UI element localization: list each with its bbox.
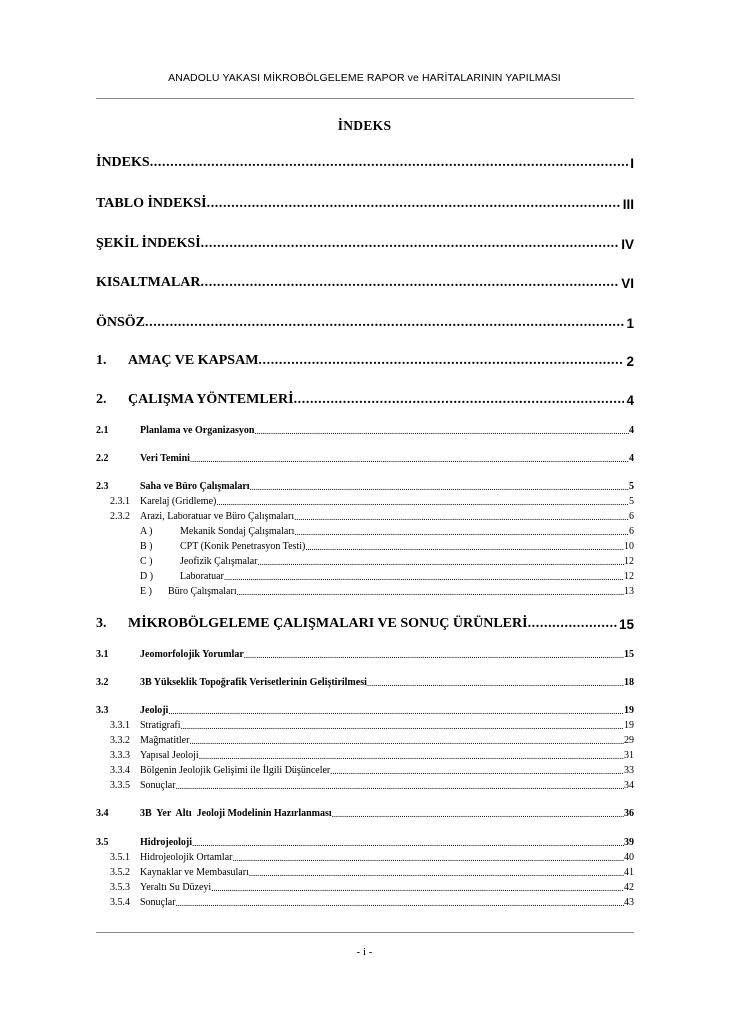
- toc-entry-number: 2.3.2: [110, 511, 130, 522]
- toc-entry-page: 43: [624, 897, 634, 908]
- toc-entry-number: 3.3.2: [110, 735, 130, 746]
- toc-entry[interactable]: [96, 569, 634, 582]
- toc-entry-number: 3.3.5: [110, 780, 130, 791]
- toc-leader: [232, 853, 624, 863]
- toc-entry-text: Yeraltı Su Düzeyi: [140, 882, 212, 893]
- toc-entry-number: 3.3: [96, 705, 109, 716]
- toc-entry-page: 42: [624, 882, 634, 893]
- toc-entry[interactable]: [96, 273, 634, 291]
- toc-entry-page: 33: [624, 765, 634, 776]
- toc-leader: [367, 678, 624, 688]
- toc-entry-number: 2.2: [96, 453, 109, 464]
- toc-entry-text: Sonuçlar: [140, 780, 176, 791]
- toc-entry[interactable]: [96, 524, 634, 537]
- toc-entry-text: AMAÇ VE KAPSAM: [128, 353, 259, 368]
- toc-entry-text: Arazi, Laboratuar ve Büro Çalışmaları: [140, 511, 295, 522]
- toc-entry[interactable]: [96, 895, 634, 908]
- toc-entry[interactable]: [96, 880, 634, 893]
- toc-entry-text: Veri Temini: [140, 453, 190, 464]
- toc-entry-text: ŞEKİL İNDEKSİ: [96, 236, 201, 251]
- toc-entry-page: 40: [624, 852, 634, 863]
- toc-leader: [294, 512, 629, 522]
- toc-leader: [189, 736, 624, 746]
- toc-entry-text: TABLO İNDEKSİ: [96, 196, 207, 211]
- toc-entry-page: 4: [629, 453, 634, 464]
- toc-leader: [332, 809, 624, 819]
- page-number: - i -: [356, 946, 373, 958]
- toc-entry-page: 36: [624, 808, 634, 819]
- toc-entry-page: IV: [621, 237, 634, 252]
- toc-entry-text: MİKROBÖLGELEME ÇALIŞMALARI VE SONUÇ ÜRÜNLERİ: [128, 616, 528, 631]
- toc-entry-number: 2.3.1: [110, 496, 130, 507]
- toc-entry-number: 3.5: [96, 837, 109, 848]
- toc-entry-number: 2.3: [96, 481, 109, 492]
- toc-entry-page: 5: [629, 481, 634, 492]
- toc-leader: [207, 196, 621, 212]
- toc-entry-number: 3.5.2: [110, 867, 130, 878]
- toc-entry-text: İNDEKS: [96, 155, 150, 170]
- toc-entry-text: Jeofizik Çalışmalar: [180, 556, 258, 567]
- toc-entry[interactable]: [96, 835, 634, 848]
- toc-entry[interactable]: [96, 234, 634, 252]
- toc-entry-text: Laboratuar: [180, 571, 224, 582]
- toc-leader: [254, 426, 629, 436]
- toc-entry-text: Sonuçlar: [140, 897, 176, 908]
- toc-entry-text: Stratigrafi: [140, 720, 181, 731]
- toc-entry-text: 3B Yer Altı Jeoloji Modelinin Hazırlanması: [140, 808, 332, 819]
- toc-entry-page: 34: [624, 780, 634, 791]
- toc-entry-text: Mağmatitler: [140, 735, 190, 746]
- toc-entry-page: 15: [618, 617, 634, 632]
- toc-entry-text: Planlama ve Organizasyon: [140, 425, 255, 436]
- toc-entry[interactable]: [96, 865, 634, 878]
- toc-entry-number: 2.: [96, 392, 107, 407]
- toc-entry-page: 10: [624, 541, 634, 552]
- toc-entry-text: KISALTMALAR: [96, 275, 201, 290]
- toc-entry-page: 31: [624, 750, 634, 761]
- toc-entry[interactable]: [96, 614, 634, 632]
- toc-entry-page: 13: [624, 586, 634, 597]
- toc-leader: [211, 883, 624, 893]
- toc-entry[interactable]: [96, 423, 634, 436]
- toc-entry-number: 2.1: [96, 425, 109, 436]
- toc-leader: [201, 236, 620, 252]
- toc-entry-page: 39: [624, 837, 634, 848]
- toc-entry[interactable]: [96, 554, 634, 567]
- toc-leader: [192, 838, 624, 848]
- toc-entry-text: Jeoloji: [140, 705, 169, 716]
- toc-entry-page: VI: [621, 276, 634, 291]
- toc-entry[interactable]: [96, 675, 634, 688]
- toc-entry-number: 3.4: [96, 808, 109, 819]
- toc-entry-page: 18: [624, 677, 634, 688]
- toc-leader: [168, 706, 624, 716]
- toc-leader: [190, 454, 629, 464]
- toc-entry-number: 3.: [96, 616, 107, 631]
- toc-entry-text: Bölgenin Jeolojik Gelişimi ile İlgili Düşünceler: [140, 765, 331, 776]
- toc-leader: [294, 527, 629, 537]
- toc-entry-text: Karelaj (Gridleme): [140, 496, 217, 507]
- toc-entry[interactable]: [96, 703, 634, 716]
- toc-entry-text: Mekanik Sondaj Çalışmaları: [180, 526, 295, 537]
- toc-leader: [528, 616, 617, 632]
- toc-entry-page: 41: [624, 867, 634, 878]
- toc-entry-page: 6: [629, 511, 634, 522]
- toc-entry-page: 1: [626, 316, 634, 331]
- toc-entry-number: 3.2: [96, 677, 109, 688]
- toc-leader: [181, 721, 624, 731]
- toc-entry[interactable]: [96, 390, 634, 408]
- toc-entry-page: 5: [629, 496, 634, 507]
- toc-entry[interactable]: [96, 733, 634, 746]
- toc-leader: [216, 497, 629, 507]
- toc-entry[interactable]: [96, 479, 634, 492]
- toc-leader: [176, 898, 624, 908]
- toc-entry-number: E ): [140, 586, 152, 597]
- toc-entry-text: Büro Çalışmaları: [168, 586, 237, 597]
- toc-entry-number: 3.1: [96, 649, 109, 660]
- toc-entry-page: 15: [624, 649, 634, 660]
- toc-leader: [294, 392, 625, 408]
- toc-leader: [257, 557, 624, 567]
- toc-entry[interactable]: [96, 778, 634, 791]
- toc-entry[interactable]: [96, 539, 634, 552]
- page-title: İNDEKS: [337, 118, 392, 133]
- header-rule: [96, 98, 634, 99]
- toc-entry-text: Kaynaklar ve Membasuları: [140, 867, 249, 878]
- toc-entry[interactable]: [96, 194, 634, 212]
- toc-entry[interactable]: [96, 748, 634, 761]
- toc-entry-number: 3.3.4: [110, 765, 130, 776]
- toc-entry-page: I: [630, 156, 634, 171]
- toc-leader: [249, 868, 624, 878]
- toc-leader: [145, 315, 624, 331]
- toc-entry[interactable]: [96, 806, 634, 819]
- toc-entry-number: D ): [140, 571, 154, 582]
- toc-entry[interactable]: [96, 494, 634, 507]
- toc-entry-text: ÇALIŞMA YÖNTEMLERİ: [128, 392, 294, 407]
- toc-entry-page: 19: [624, 720, 634, 731]
- toc-entry-number: C ): [140, 556, 153, 567]
- toc-entry[interactable]: [96, 153, 634, 171]
- toc-leader: [258, 353, 624, 369]
- toc-entry[interactable]: [96, 313, 634, 331]
- toc-entry-page: 29: [624, 735, 634, 746]
- toc-leader: [150, 155, 629, 171]
- toc-entry-number: 3.5.3: [110, 882, 130, 893]
- toc-entry-number: 3.3.3: [110, 750, 130, 761]
- footer-rule: [96, 932, 634, 933]
- toc-entry[interactable]: [96, 647, 634, 660]
- toc-entry-page: III: [622, 197, 634, 212]
- toc-entry-number: 3.5.4: [110, 897, 130, 908]
- toc-entry-page: 4: [626, 393, 634, 408]
- toc-leader: [176, 781, 624, 791]
- toc-leader: [330, 766, 624, 776]
- toc-leader: [224, 572, 624, 582]
- toc-entry-page: 12: [624, 571, 634, 582]
- running-header: ANADOLU YAKASI MİKROBÖLGELEME RAPOR ve HARİTALARININ YAPILMASI: [168, 72, 561, 84]
- toc-leader: [250, 482, 629, 492]
- toc-leader: [237, 587, 624, 597]
- toc-entry-number: 3.3.1: [110, 720, 130, 731]
- toc-entry-text: Hidrojeoloji: [140, 837, 193, 848]
- toc-entry-number: B ): [140, 541, 153, 552]
- toc-leader: [244, 650, 624, 660]
- toc-entry-number: A ): [140, 526, 153, 537]
- toc-entry[interactable]: [96, 763, 634, 776]
- toc-entry[interactable]: [96, 850, 634, 863]
- toc-entry[interactable]: [96, 584, 634, 597]
- toc-entry-page: 2: [626, 354, 634, 369]
- toc-entry-text: ÖNSÖZ: [96, 315, 146, 330]
- toc-entry-number: 3.5.1: [110, 852, 130, 863]
- toc-entry-text: Saha ve Büro Çalışmaları: [140, 481, 250, 492]
- toc-entry[interactable]: [96, 351, 634, 369]
- toc-entry-text: Jeomorfolojik Yorumlar: [140, 649, 244, 660]
- toc-entry[interactable]: [96, 509, 634, 522]
- toc-entry[interactable]: [96, 718, 634, 731]
- toc-entry-text: Hidrojeolojik Ortamlar: [140, 852, 233, 863]
- toc-entry-page: 19: [624, 705, 634, 716]
- toc-leader: [305, 542, 624, 552]
- toc-entry-text: Yapısal Jeoloji: [140, 750, 199, 761]
- toc-leader: [199, 751, 624, 761]
- toc-entry[interactable]: [96, 451, 634, 464]
- toc-entry-text: CPT (Konik Penetrasyon Testi): [180, 541, 306, 552]
- toc-leader: [201, 275, 620, 291]
- toc-entry-number: 1.: [96, 353, 107, 368]
- toc-entry-page: 12: [624, 556, 634, 567]
- toc-entry-text: 3B Yükseklik Topoğrafik Verisetlerinin Geliştirilmesi: [140, 677, 367, 688]
- toc-entry-page: 4: [629, 425, 634, 436]
- toc-entry-page: 6: [629, 526, 634, 537]
